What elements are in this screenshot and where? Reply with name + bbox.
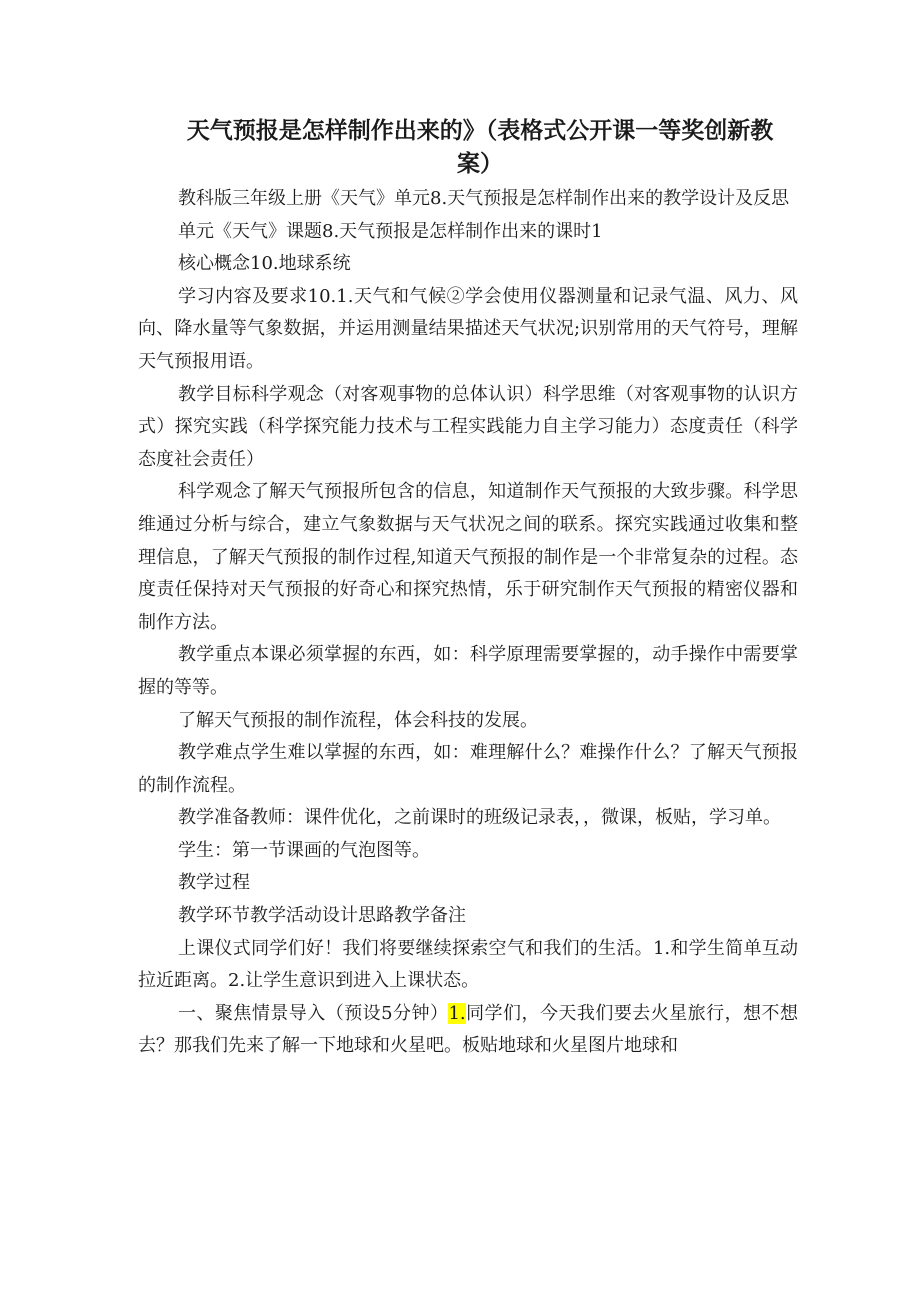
document-title-line-1: 天气预报是怎样制作出来的》（表格式公开课一等奖创新教 [186,118,774,144]
intro-stage-text: 一、聚焦情景导入（预设5分钟） [178,1002,449,1024]
highlighted-step-number: 1. [448,1002,466,1024]
paragraph-goal-details: 科学观念了解天气预报所包含的信息，知道制作天气预报的大致步骤。科学思维通过分析与综合，建立气象数据与天气状况之间的联系。探究实践通过收集和整理信息，了解天气预报的制作过程,知道天气预报的制作是一个非常复杂的过程。态度责任保持对天气预报的好奇心和探究热情，乐于研究制作天气预报的精密仪器和制作方法。 [138,481,798,633]
document-title-line-2: 案） [457,151,503,177]
paragraph-table-header: 教学环节教学活动设计思路教学备注 [178,905,466,927]
paragraph-intro: 教科版三年级上册《天气》单元8.天气预报是怎样制作出来的教学设计及反思 [178,188,790,209]
paragraph-core-concept: 核心概念10.地球系统 [178,253,351,275]
paragraph-class-ritual: 上课仪式同学们好！我们将要继续探索空气和我们的生活。1.和学生简单互动拉近距离。2.让学生意识到进入上课状态。 [138,937,798,992]
paragraph-introduction-stage [138,998,798,1063]
paragraph-unit: 单元《天气》课题8.天气预报是怎样制作出来的课时1 [178,220,603,242]
document-body [138,183,798,1063]
paragraph-learning-content: 学习内容及要求10.1.天气和气候②学会使用仪器测量和记录气温、风力、风向、降水量等气象数据，并运用测量结果描述天气状况;识别常用的天气符号，理解天气预报用语。 [138,285,798,372]
paragraph-process-heading: 教学过程 [178,872,250,894]
paragraph-teacher-prep: 教学准备教师：课件优化，之前课时的班级记录表，，微课，板贴，学习单。 [178,807,781,829]
intro-stage-continuation: 同学们，今天我们要去火星旅行，想不想去？那我们先来了解一下地球和火星吧。板贴地球和火星图片地球和 [138,1002,799,1057]
paragraph-difficulties: 教学难点学生难以掌握的东西，如：难理解什么？难操作什么？了解天气预报的制作流程。 [138,742,798,796]
paragraph-student-prep: 学生：第一节课画的气泡图等。 [178,839,430,861]
paragraph-teaching-goals: 教学目标科学观念（对客观事物的总体认识）科学思维（对客观事物的认识方式）探究实践（科学探究能力技术与工程实践能力自主学习能力）态度责任（科学态度社会责任） [138,383,798,470]
paragraph-key-point-content: 了解天气预报的制作流程，体会科技的发展。 [178,709,538,731]
paragraph-key-points: 教学重点本课必须掌握的东西，如：科学原理需要掌握的，动手操作中需要掌握的等等。 [138,644,798,698]
